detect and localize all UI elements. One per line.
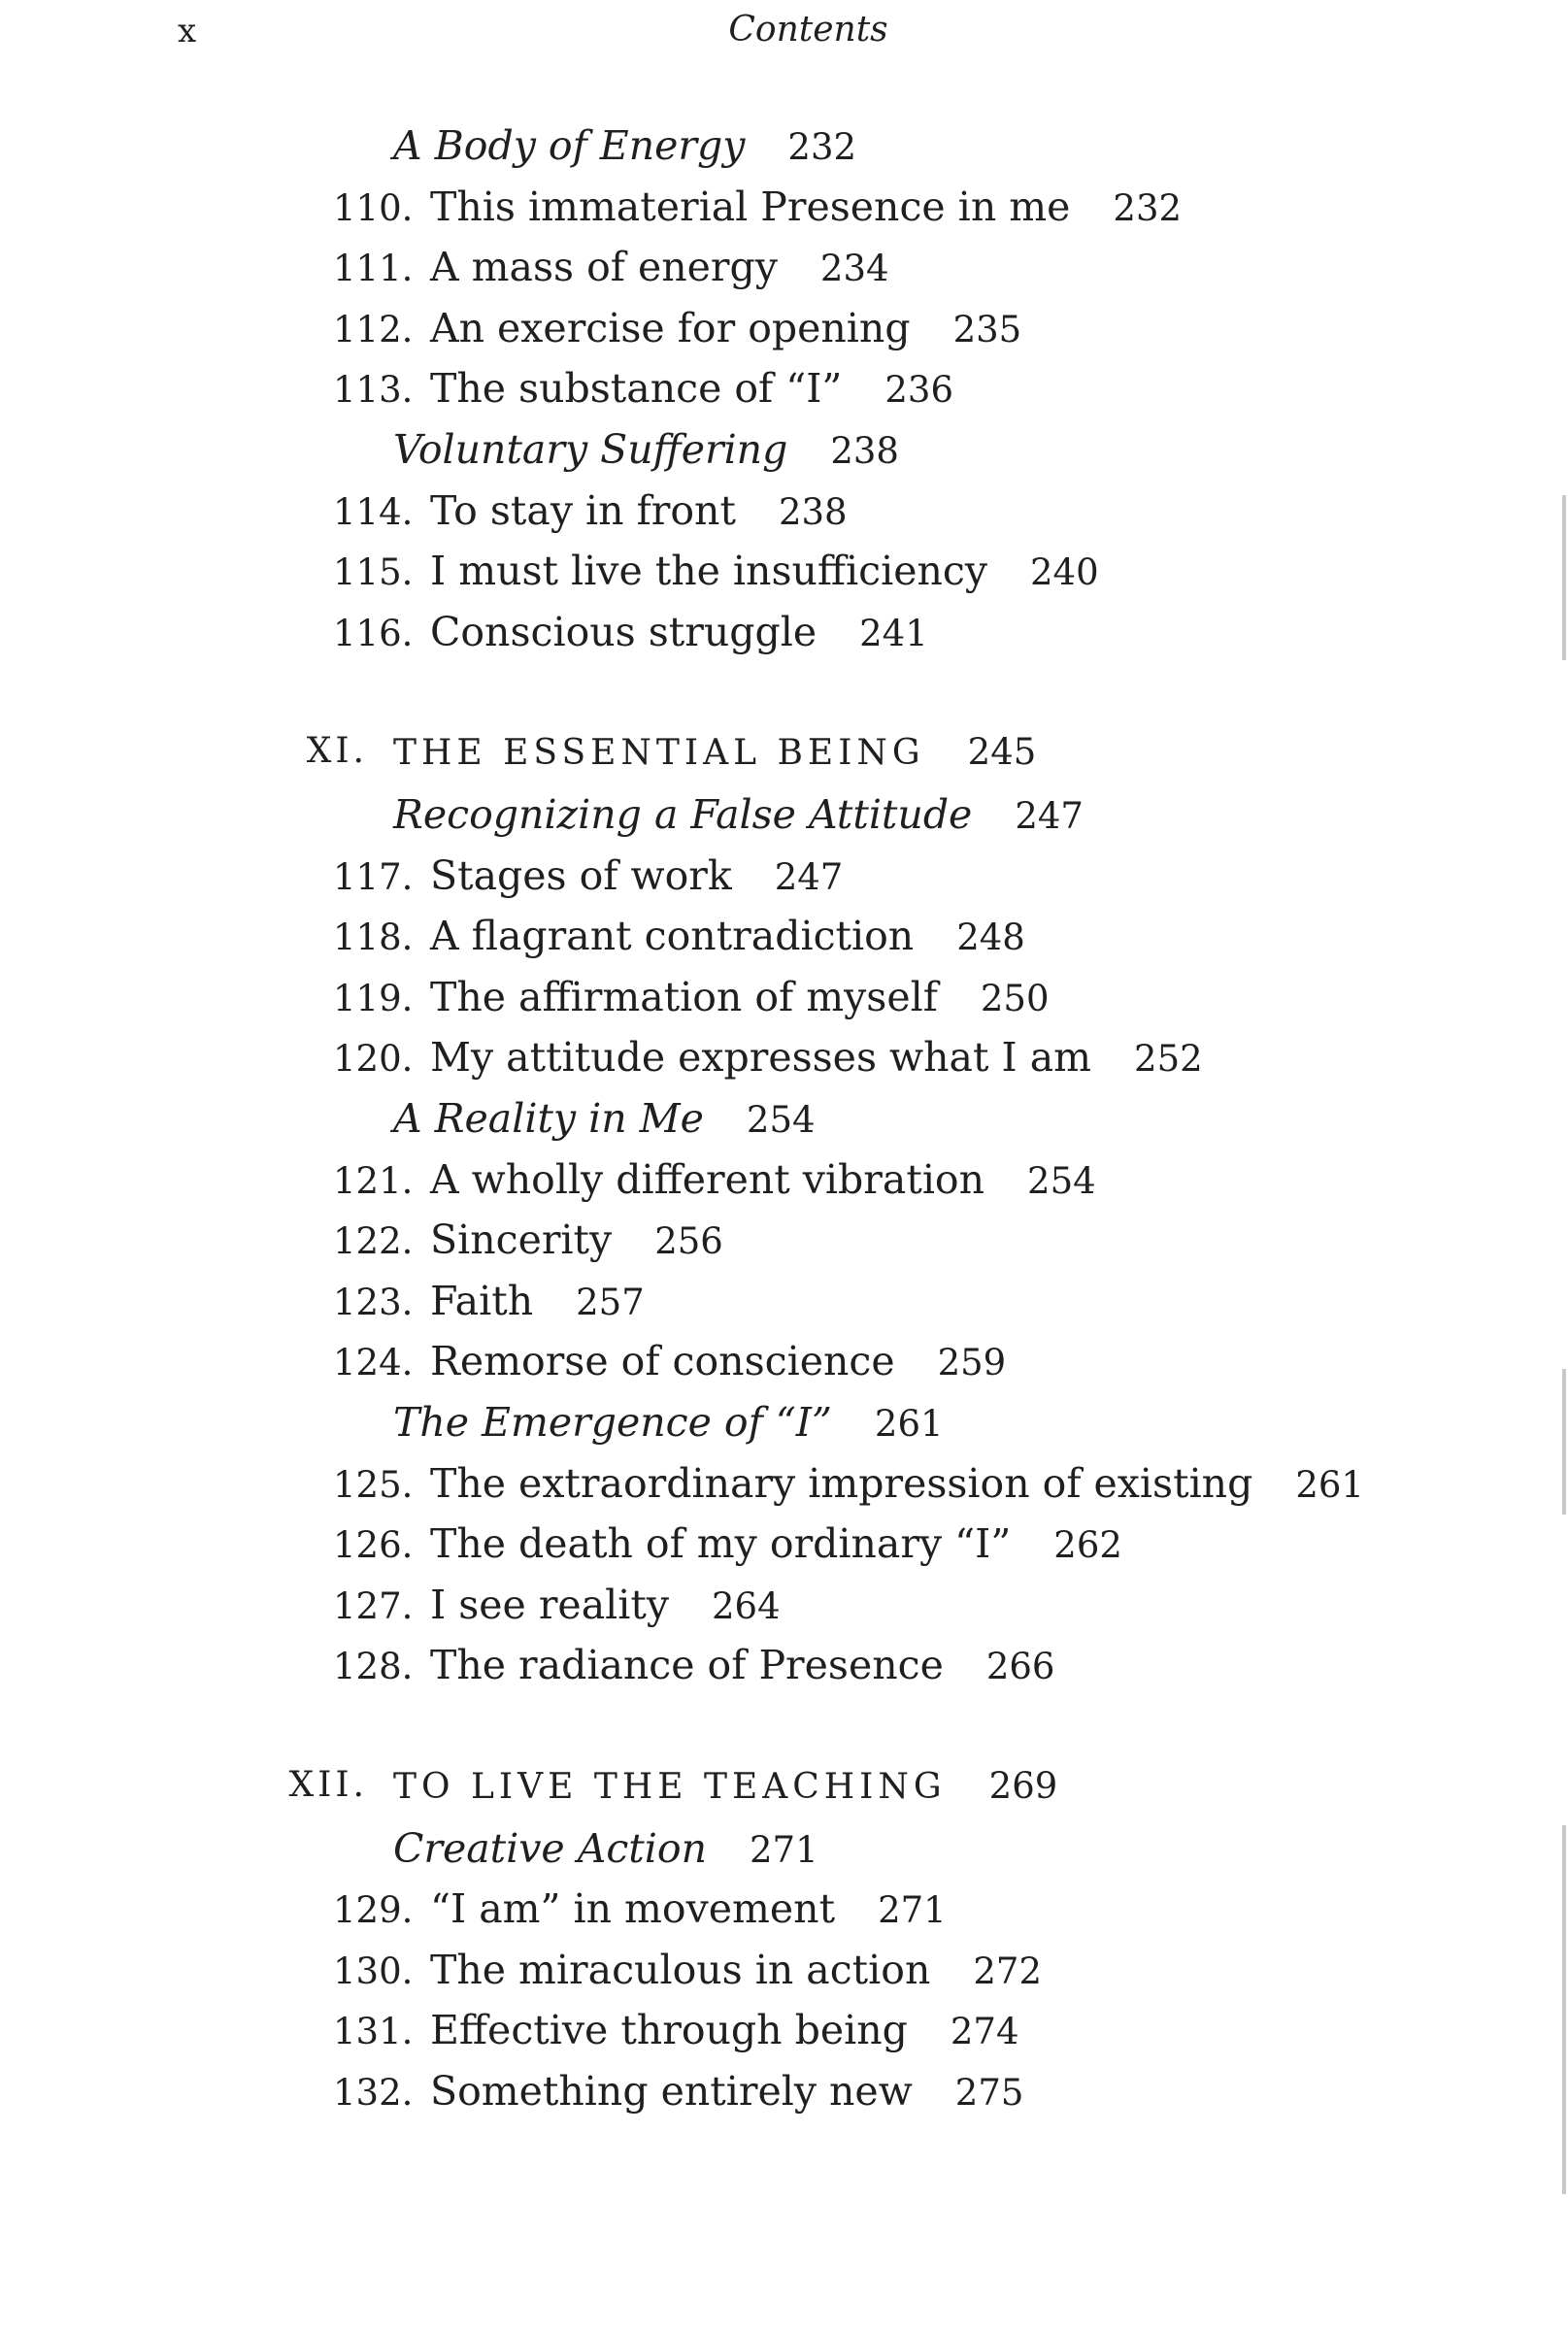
entry-title: A mass of energy bbox=[430, 244, 778, 290]
entry-number: 132. bbox=[333, 2072, 414, 2114]
entry-title: Remorse of conscience bbox=[430, 1338, 895, 1384]
entry-title: To stay in front bbox=[430, 487, 736, 534]
page-ref: 247 bbox=[774, 856, 844, 898]
entry-title: I must live the insufficiency bbox=[430, 548, 987, 594]
scan-edge-mark bbox=[1562, 1369, 1566, 1515]
page-ref: 238 bbox=[830, 430, 899, 472]
scan-edge-mark bbox=[1562, 495, 1566, 660]
page-ref: 235 bbox=[952, 309, 1022, 350]
toc-entry bbox=[333, 1885, 947, 1932]
toc-entry bbox=[333, 1460, 1364, 1507]
page-ref: 241 bbox=[859, 613, 928, 654]
toc-entry bbox=[333, 1278, 645, 1324]
entry-number: 113. bbox=[333, 369, 414, 411]
page-ref: 261 bbox=[874, 1403, 944, 1445]
entry-title: “I am” in movement bbox=[430, 1885, 836, 1932]
running-head: Contents bbox=[728, 10, 888, 50]
entry-number: 115. bbox=[333, 551, 414, 593]
entry-title: The extraordinary impression of existing bbox=[430, 1460, 1253, 1507]
page-ref: 269 bbox=[988, 1765, 1058, 1807]
section-title: Creative Action bbox=[393, 1825, 707, 1872]
toc-entry bbox=[333, 548, 1099, 594]
toc-entry bbox=[333, 609, 928, 655]
entry-title: Sincerity bbox=[430, 1216, 613, 1263]
entry-title: A flagrant contradiction bbox=[430, 913, 915, 959]
page-ref: 261 bbox=[1295, 1464, 1364, 1506]
entry-number: 127. bbox=[333, 1585, 414, 1627]
entry-title: Something entirely new bbox=[430, 2068, 913, 2115]
page-ref: 247 bbox=[1015, 795, 1084, 837]
toc-entry bbox=[333, 2007, 1019, 2053]
section-title: Recognizing a False Attitude bbox=[393, 791, 973, 838]
entry-number: 119. bbox=[333, 978, 414, 1019]
entry-title: The substance of “I” bbox=[430, 365, 843, 412]
toc-chapter bbox=[288, 1765, 1058, 1807]
entry-title: This immaterial Presence in me bbox=[430, 183, 1071, 230]
toc-entry bbox=[333, 852, 844, 899]
chapter-number: XII. bbox=[288, 1765, 368, 1805]
page-ref: 252 bbox=[1134, 1038, 1203, 1080]
section-title: A Reality in Me bbox=[393, 1095, 704, 1142]
toc-entry bbox=[333, 913, 1025, 959]
entry-number: 122. bbox=[333, 1220, 414, 1262]
entry-number: 112. bbox=[333, 309, 414, 350]
entry-number: 126. bbox=[333, 1524, 414, 1566]
page-ref: 240 bbox=[1030, 551, 1099, 593]
entry-title: I see reality bbox=[430, 1582, 669, 1628]
entry-number: 129. bbox=[333, 1889, 414, 1931]
page-ref: 232 bbox=[1113, 187, 1183, 229]
entry-number: 120. bbox=[333, 1038, 414, 1080]
page-ref: 232 bbox=[787, 126, 857, 168]
entry-title: Stages of work bbox=[430, 852, 732, 899]
entry-number: 118. bbox=[333, 917, 414, 958]
toc-entry bbox=[333, 1582, 781, 1628]
entry-number: 131. bbox=[333, 2011, 414, 2052]
entry-number: 110. bbox=[333, 187, 414, 229]
entry-number: 116. bbox=[333, 613, 414, 654]
toc-section bbox=[393, 1399, 944, 1446]
entry-title: The death of my ordinary “I” bbox=[430, 1520, 1012, 1567]
chapter-title: THE ESSENTIAL BEING bbox=[393, 733, 925, 773]
toc-entry bbox=[333, 183, 1183, 230]
page-ref: 250 bbox=[980, 978, 1050, 1019]
toc-entry bbox=[333, 1947, 1042, 1993]
page-ref: 238 bbox=[778, 491, 848, 533]
toc-section bbox=[393, 1825, 818, 1872]
page-ref: 272 bbox=[973, 1950, 1042, 1992]
page-ref: 257 bbox=[576, 1282, 645, 1323]
chapter-title: TO LIVE THE TEACHING bbox=[393, 1767, 947, 1807]
toc-entry bbox=[333, 305, 1022, 351]
entry-title: The miraculous in action bbox=[430, 1947, 931, 1993]
toc-entry bbox=[333, 365, 953, 412]
entry-title: The radiance of Presence bbox=[430, 1642, 944, 1688]
page-header bbox=[0, 0, 1568, 78]
page-ref: 271 bbox=[878, 1889, 947, 1931]
section-title: A Body of Energy bbox=[393, 122, 746, 169]
toc-entry bbox=[333, 1338, 1007, 1384]
entry-number: 128. bbox=[333, 1646, 414, 1687]
entry-number: 125. bbox=[333, 1464, 414, 1506]
toc-section bbox=[393, 791, 1084, 838]
toc-entry bbox=[333, 1216, 723, 1263]
page-ref: 234 bbox=[819, 248, 889, 289]
page-ref: 266 bbox=[985, 1646, 1055, 1687]
entry-title: The affirmation of myself bbox=[430, 974, 938, 1020]
toc-entry bbox=[333, 1520, 1122, 1567]
toc-entry bbox=[333, 1642, 1055, 1688]
page-ref: 274 bbox=[950, 2011, 1019, 2052]
entry-number: 117. bbox=[333, 856, 414, 898]
entry-title: Conscious struggle bbox=[430, 609, 817, 655]
page-ref: 254 bbox=[1027, 1160, 1096, 1202]
entry-number: 114. bbox=[333, 491, 414, 533]
section-title: Voluntary Suffering bbox=[393, 426, 788, 473]
toc-entry bbox=[333, 1156, 1096, 1203]
toc-entry bbox=[333, 244, 889, 290]
page-ref: 262 bbox=[1053, 1524, 1122, 1566]
toc-section bbox=[393, 426, 899, 473]
toc-entry bbox=[333, 2068, 1024, 2115]
entry-title: My attitude expresses what I am bbox=[430, 1034, 1092, 1081]
toc-entry bbox=[333, 1034, 1203, 1081]
toc-chapter bbox=[306, 731, 1037, 773]
toc-entry bbox=[333, 487, 848, 534]
chapter-number: XI. bbox=[306, 731, 368, 771]
entry-title: Faith bbox=[430, 1278, 534, 1324]
entry-number: 111. bbox=[333, 248, 414, 289]
entry-number: 123. bbox=[333, 1282, 414, 1323]
entry-title: A wholly different vibration bbox=[430, 1156, 985, 1203]
page-ref: 259 bbox=[937, 1342, 1007, 1383]
toc-entry bbox=[333, 974, 1050, 1020]
page-ref: 254 bbox=[746, 1099, 816, 1141]
page-ref: 264 bbox=[712, 1585, 781, 1627]
entry-number: 121. bbox=[333, 1160, 414, 1202]
toc-section bbox=[393, 122, 857, 169]
scan-edge-mark bbox=[1562, 1825, 1566, 2194]
page-ref: 275 bbox=[954, 2072, 1024, 2114]
page-number: x bbox=[178, 12, 198, 50]
page-ref: 236 bbox=[884, 369, 953, 411]
page-ref: 248 bbox=[956, 917, 1025, 958]
page-ref: 245 bbox=[967, 731, 1037, 773]
entry-title: An exercise for opening bbox=[430, 305, 911, 351]
toc-section bbox=[393, 1095, 816, 1142]
page-ref: 256 bbox=[654, 1220, 723, 1262]
page-ref: 271 bbox=[749, 1829, 818, 1871]
entry-title: Effective through being bbox=[430, 2007, 908, 2053]
section-title: The Emergence of “I” bbox=[393, 1399, 832, 1446]
entry-number: 130. bbox=[333, 1950, 414, 1992]
entry-number: 124. bbox=[333, 1342, 414, 1383]
